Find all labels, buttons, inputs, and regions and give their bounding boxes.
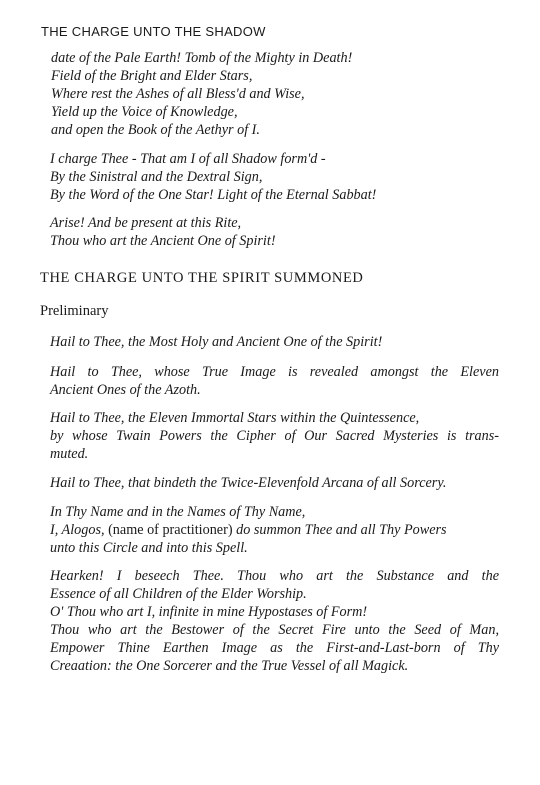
verse-line: Arise! And be present at this Rite, bbox=[50, 215, 242, 231]
summon-clause: do summon Thee and all Thy Powers bbox=[236, 522, 447, 538]
verse-line: O' Thou who art I, infinite in mine Hypostases of Form! bbox=[50, 604, 368, 620]
practitioner-alias: I, Alogos, bbox=[50, 522, 105, 538]
verse-line: Hearken! I beseech Thee. Thou who art the Substance and the bbox=[50, 568, 499, 584]
verse-line: muted. bbox=[50, 446, 89, 462]
verse-line: Ancient Ones of the Azoth. bbox=[50, 382, 201, 398]
stanza-hail-arcana bbox=[50, 474, 446, 492]
verse-line: and open the Book of the Aethyr of I. bbox=[51, 122, 260, 138]
stanza-hail-most-holy bbox=[50, 333, 382, 351]
verse-line: Thou who art the Ancient One of Spirit! bbox=[50, 233, 276, 249]
verse-line: Where rest the Ashes of all Bless'd and Wise, bbox=[51, 86, 305, 102]
stanza-hail-immortal-stars bbox=[50, 409, 499, 463]
heading-charge-unto-shadow: THE CHARGE UNTO THE SHADOW bbox=[41, 24, 266, 39]
verse-line: By the Word of the One Star! Light of the Eternal Sabbat! bbox=[50, 187, 377, 203]
subheading-preliminary: Preliminary bbox=[40, 303, 109, 319]
stanza-hearken bbox=[50, 567, 499, 675]
verse-line: Empower Thine Earthen Image as the First-and-Last-born of Thy bbox=[50, 640, 499, 656]
verse-line: By the Sinistral and the Dextral Sign, bbox=[50, 169, 263, 185]
verse-line: I charge Thee - That am I of all Shadow form'd - bbox=[50, 151, 326, 167]
stanza-shadow-charge bbox=[50, 150, 376, 204]
verse-line: Hail to Thee, whose True Image is revealed amongst the Eleven bbox=[50, 364, 499, 380]
verse-line: Yield up the Voice of Knowledge, bbox=[51, 104, 238, 120]
verse-line bbox=[50, 521, 447, 539]
verse-line: In Thy Name and in the Names of Thy Name, bbox=[50, 504, 306, 520]
stanza-shadow-arise bbox=[50, 214, 276, 250]
verse-line: Hail to Thee, the Eleven Immortal Stars within the Quintessence, bbox=[50, 410, 420, 426]
verse-line: Hail to Thee, the Most Holy and Ancient One of the Spirit! bbox=[50, 334, 383, 350]
verse-line: date of the Pale Earth! Tomb of the Mighty in Death! bbox=[51, 50, 353, 66]
stanza-summoning bbox=[50, 503, 447, 557]
stanza-shadow-opening bbox=[51, 49, 352, 139]
verse-line: Hail to Thee, that bindeth the Twice-Elevenfold Arcana of all Sorcery. bbox=[50, 475, 447, 491]
practitioner-placeholder: (name of practitioner) bbox=[108, 522, 233, 538]
heading-charge-unto-spirit: THE CHARGE UNTO THE SPIRIT SUMMONED bbox=[40, 270, 364, 286]
verse-line: Field of the Bright and Elder Stars, bbox=[51, 68, 253, 84]
verse-line: Thou who art the Bestower of the Secret Fire unto the Seed of Man, bbox=[50, 622, 499, 638]
verse-line: by whose Twain Powers the Cipher of Our Sacred Mysteries is trans- bbox=[50, 428, 499, 444]
verse-line: unto this Circle and into this Spell. bbox=[50, 540, 248, 556]
verse-line: Creaation: the One Sorcerer and the True Vessel of all Magick. bbox=[50, 658, 409, 674]
stanza-hail-true-image bbox=[50, 363, 499, 399]
verse-line: Essence of all Children of the Elder Worship. bbox=[50, 586, 307, 602]
